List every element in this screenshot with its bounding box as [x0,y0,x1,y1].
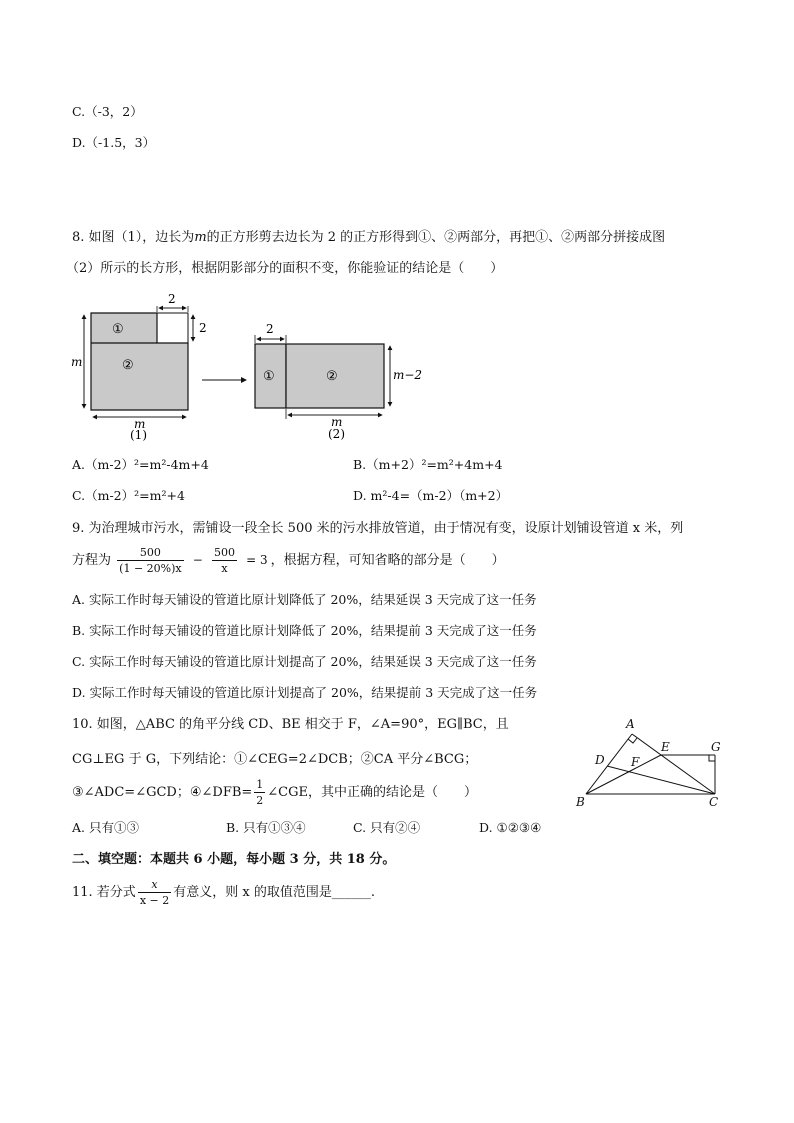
q11-fraction: $\frac{x}{x - 2}$ [139,878,170,907]
q8-option-d: D. m²-4=（m-2）（m+2） [353,488,509,503]
fig1-shaded-shape [91,313,188,410]
label-F: F [631,755,640,769]
fig1-piece1-label: ① [112,322,124,337]
q9-stem-line2: 方程为 $\frac{500}{(1 - 20\%)x}$ − $\frac{500}{x}$ = 3 ，根据方程，可知省略的部分是（ ） [72,546,505,575]
label-D: D [595,753,605,767]
fig2-bottom-dim-label: m [331,415,343,429]
q10-option-d: D. ①②③④ [479,820,542,835]
fig1-bottom-dim-label: m [134,417,146,431]
fig2-top-dim-label: 2 [266,322,274,336]
segment-CD [607,766,715,794]
fig1-top-dim-label: 2 [168,292,176,306]
q9-option-c: C. 实际工作时每天铺设的管道比原计划提高了 20%，结果延误 3 天完成了这一任务 [72,654,537,669]
section-heading-fill-in: 二、填空题：本题共 6 小题，每小题 3 分，共 18 分。 [72,852,396,867]
q9-equation-frac2: $\frac{500}{x}$ [213,546,235,575]
q8-option-c: C.（m-2）²=m²+4 [72,488,185,503]
q11-stem: 11. 若分式 $\frac{x}{x - 2}$ 有意义，则 x 的取值范围是______. [72,878,375,907]
fig2-piece2-label: ② [326,369,338,384]
q10-half-fraction: $\frac{1}{2}$ [256,778,264,807]
q10-triangle-figure [572,714,732,812]
q10-stem-line3: ③∠ADC=∠GCD；④∠DFB= $\frac{1}{2}$ ∠CGE，其中正确的结论是（ ） [72,778,477,807]
q8-stem-line2: （2）所示的长方形，根据阴影部分的面积不变，你能验证的结论是（ ） [66,261,504,276]
fig2-piece1-label: ① [263,369,275,384]
label-G: G [711,740,721,754]
q8-stem-line1: 8. 如图（1），边长为m的正方形剪去边长为 2 的正方形得到①、②两部分，再把①、②两部分拼接成图 [72,230,666,245]
q7-option-d: D.（-1.5，3） [72,135,156,150]
label-A: A [626,717,635,731]
segment-AB [586,734,632,794]
fig1-left-dim-label: m [71,355,83,369]
q10-stem-line1: 10. 如图，△ABC 的角平分线 CD、BE 相交于 F，∠A=90°，EG∥BC，且 [72,717,509,732]
fig2-caption: (2) [328,427,345,441]
right-angle-mark-A [628,738,637,743]
right-angle-mark-G [709,755,715,761]
label-C: C [709,795,719,809]
q10-option-a: A. 只有①③ [72,820,139,835]
fig1-piece2-label: ② [122,358,134,373]
q8-figure [60,288,440,448]
label-B: B [576,795,585,809]
q9-option-a: A. 实际工作时每天铺设的管道比原计划降低了 20%，结果延误 3 天完成了这一任务 [72,592,537,607]
q9-option-b: B. 实际工作时每天铺设的管道比原计划降低了 20%，结果提前 3 天完成了这一任务 [72,623,537,638]
q8-option-b: B.（m+2）²=m²+4m+4 [353,457,503,472]
q8-option-a: A.（m-2）²=m²-4m+4 [72,457,209,472]
q10-option-c: C. 只有②④ [353,820,421,835]
fig1-removed-square [157,313,188,343]
fig1-right-dim-label: 2 [199,321,207,335]
fig2-right-dim-label: m−2 [393,368,423,382]
q10-stem-line2: CG⊥EG 于 G，下列结论：①∠CEG=2∠DCB；②CA 平分∠BCG； [72,752,478,767]
label-E: E [661,740,670,754]
q7-option-c: C.（-3，2） [72,104,143,119]
q10-option-b: B. 只有①③④ [226,820,306,835]
q9-stem-line1: 9. 为治理城市污水，需铺设一段全长 500 米的污水排放管道，由于情况有变，设原计划铺设管道 x 米，列 [72,521,684,536]
q9-equation-frac1: $\frac{500}{(1 - 20\%)x}$ [119,546,182,575]
q9-option-d: D. 实际工作时每天铺设的管道比原计划提高了 20%，结果提前 3 天完成了这一任务 [72,685,538,700]
fig1-caption: (1) [130,428,147,442]
